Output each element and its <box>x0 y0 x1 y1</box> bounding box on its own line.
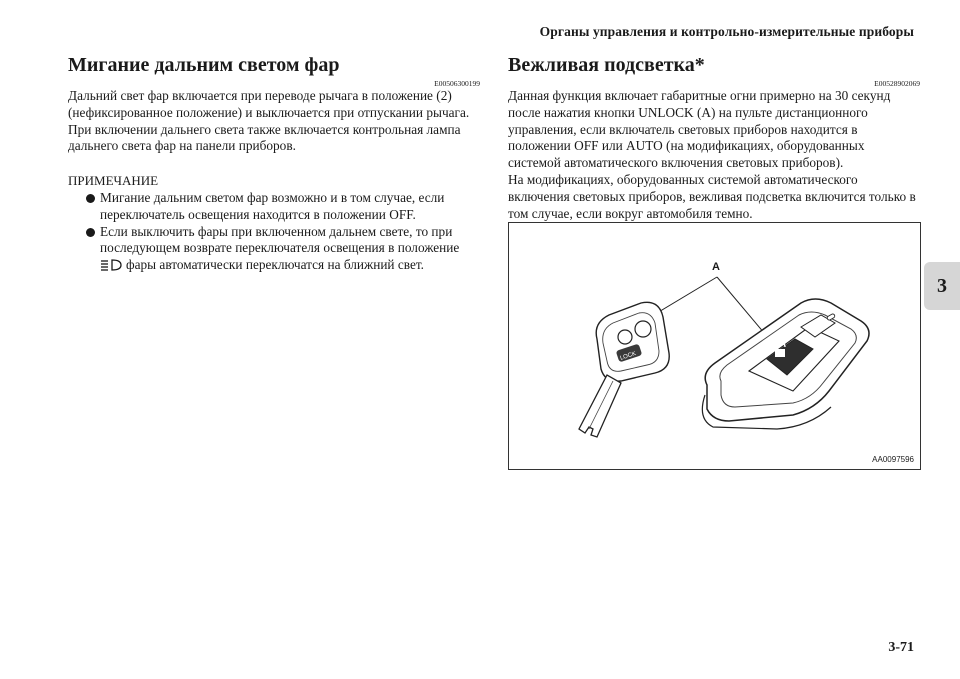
remote-control-icon <box>702 299 869 429</box>
section-code: E00506300199 <box>434 79 480 88</box>
remote-key-figure <box>508 222 921 470</box>
bullet-icon <box>86 228 95 237</box>
note-label: ПРИМЕЧАНИЕ <box>68 173 159 189</box>
paragraph: На модификациях, оборудованных системой автоматического включения световых приборов, вежливая подсветка включится только в том случае, если вокруг автомобиля темно. <box>508 171 916 221</box>
note-item <box>68 190 480 224</box>
paragraph: Данная функция включает габаритные огни примерно на 30 секунд после нажатия кнопки UNLOCK (A) на пульте дистанционного управления, если включатель световых приборов находится в положении OFF или AUTO (на модификациях, оборудованных системой автоматического включения световых приборов). <box>508 88 891 171</box>
paragraph: При включении дальнего света также включается контрольная лампа дальнего света фар на панели приборов. <box>68 121 461 154</box>
chapter-tab: 3 <box>924 262 960 310</box>
callout-label-a: A <box>712 261 720 273</box>
page-number: 3-71 <box>888 640 914 655</box>
paragraph: Дальний свет фар включается при переводе рычага в положение (2) (нефиксированное положение) и выключается при отпускании рычага. <box>68 88 470 120</box>
section-title-high-beam-flash: Мигание дальним светом фар <box>68 54 340 76</box>
note-text: Если выключить фары при включенном дальнем свете, то при последующем возврате переключателя освещения в положение <box>100 223 460 256</box>
key-illustration <box>509 223 920 469</box>
note-text: фары автоматически переключатся на ближний свет. <box>126 257 425 273</box>
note-list <box>68 190 480 276</box>
key-fob-icon <box>579 302 669 437</box>
bullet-icon <box>86 194 95 203</box>
svg-text:LOCK: LOCK <box>619 351 637 362</box>
figure-code: AA0097596 <box>872 455 914 464</box>
note-text: Мигание дальним светом фар возможно и в том случае, если переключатель освещения находится в положении OFF. <box>100 189 445 222</box>
running-header: Органы управления и контрольно-измерительные приборы <box>539 24 914 39</box>
section-title-courtesy-light: Вежливая подсветка* <box>508 54 705 76</box>
high-beam-icon <box>100 259 122 276</box>
note-item <box>68 224 480 276</box>
right-column <box>508 52 920 222</box>
left-column <box>68 52 480 276</box>
section-code: E00528902069 <box>874 79 920 88</box>
